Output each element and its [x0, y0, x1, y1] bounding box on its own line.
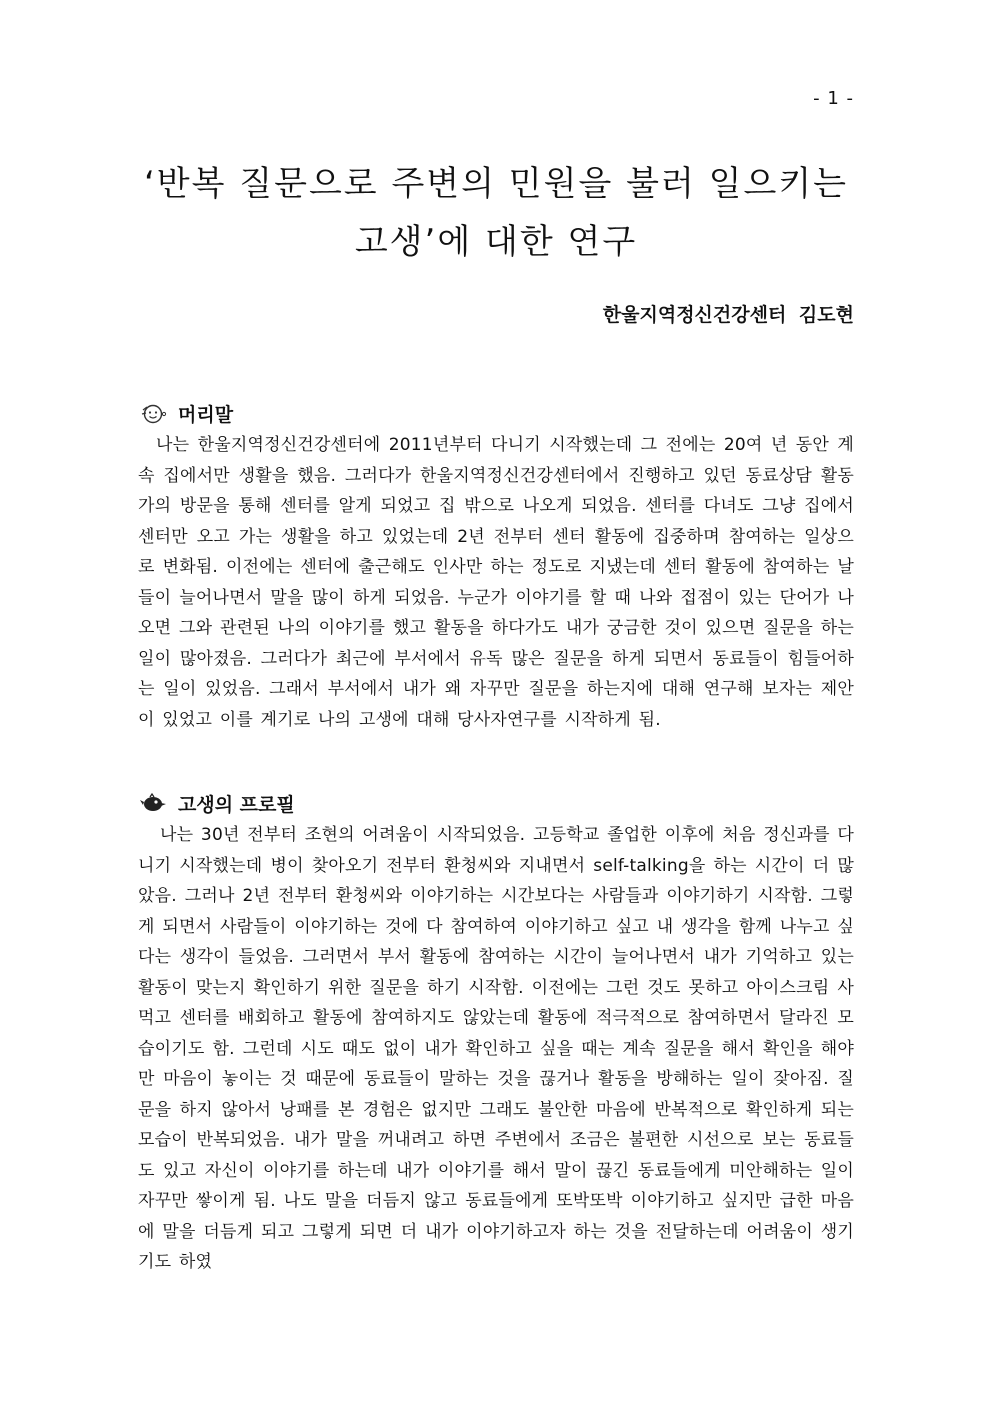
intro-paragraph: 나는 한울지역정신건강센터에 2011년부터 다니기 시작했는데 그 전에는 20여 년 동안 계속 집에서만 생활을 했음. 그러다가 한울지역정신건강센터에서 진행하고 있던 동료상담 활동가의 방문을 통해 센터를 알게 되었고 집 밖으로 나오게 되었음. 센터를 다녀도 그냥 집에서 센터만 오고 가는 생활을 하고 있었는데 2년 전부터 센터 활동에 집중하며 참여하는 일상으로 변화됨. 이전에는 센터에 출근해도 인사만 하는 정도로 지냈는데 센터 활동에 참여하는 날들이 늘어나면서 말을 많이 하게 되었음. 누군가 이야기를 할 때 나와 접점이 있는 단어가 나오면 그와 관련된 나의 이야기를 했고 활동을 하다가도 내가 궁금한 것이 있으면 질문을 하는 일이 많아졌음. 그러다가 최근에 부서에서 유독 많은 질문을 하게 되면서 동료들이 힘들어하는 일이 있었음. 그래서 부서에서 내가 왜 자꾸만 질문을 하는지에 대해 연구해 보자는 제안이 있었고 이를 계기로 나의 고생에 대해 당사자연구를 시작하게 됨. — [138, 435, 854, 730]
document-title — [60, 155, 932, 271]
section-heading — [138, 788, 854, 818]
profile-paragraph: 나는 30년 전부터 조현의 어려움이 시작되었음. 고등학교 졸업한 이후에 처음 정신과를 다니기 시작했는데 병이 찾아오기 전부터 환청씨와 지내면서 self-talking을 하는 시간이 더 많았음. 그러나 2년 전부터 환청씨와 이야기하는 시간보다는 사람들과 이야기하기 시작함. 그렇게 되면서 사람들이 이야기하는 것에 다 참여하여 이야기하고 싶고 내 생각을 함께 나누고 싶다는 생각이 들었음. 그러면서 부서 활동에 참여하는 시간이 늘어나면서 내가 기억하고 있는 활동이 맞는지 확인하기 위한 질문을 하기 시작함. 이전에는 그런 것도 못하고 아이스크림 사 먹고 센터를 배회하고 활동에 참여하지도 않았는데 활동에 적극적으로 참여하면서 달라진 모습이기도 함. 그런데 시도 때도 없이 내가 확인하고 싶을 때는 계속 질문을 해서 확인을 해야만 마음이 놓이는 것 때문에 동료들이 말하는 것을 끊거나 활동을 방해하는 일이 잦아짐. 질문을 하지 않아서 낭패를 본 경험은 없지만 그래도 불안한 마음에 반복적으로 확인하게 되는 모습이 반복되었음. 내가 말을 꺼내려고 하면 주변에서 조금은 불편한 시선으로 보는 동료들도 있고 자신이 이야기를 하는데 내가 이야기를 해서 말이 끊긴 동료들에게 미안해하는 일이 자꾸만 쌓이게 됨. 나도 말을 더듬지 않고 동료들에게 또박또박 이야기하고 싶지만 급한 마음에 말을 더듬게 되고 그렇게 되면 더 내가 이야기하고자 하는 것을 전달하는데 어려움이 생기기도 하였 — [138, 825, 854, 1272]
title-line-2: 고생’에 대한 연구 — [354, 222, 638, 262]
bird-icon — [138, 792, 168, 814]
section-intro — [138, 398, 854, 735]
title-line-1: ‘반복 질문으로 주변의 민원을 불러 일으키는 — [143, 164, 849, 204]
author-byline: 한울지역정신건강센터 김도현 — [602, 304, 854, 326]
section-title: 고생의 프로필 — [178, 793, 295, 816]
section-profile — [138, 788, 854, 1278]
smiley-face-icon — [138, 402, 168, 424]
page-number: - 1 - — [813, 88, 854, 109]
section-heading — [138, 398, 854, 428]
section-title: 머리말 — [178, 403, 234, 426]
